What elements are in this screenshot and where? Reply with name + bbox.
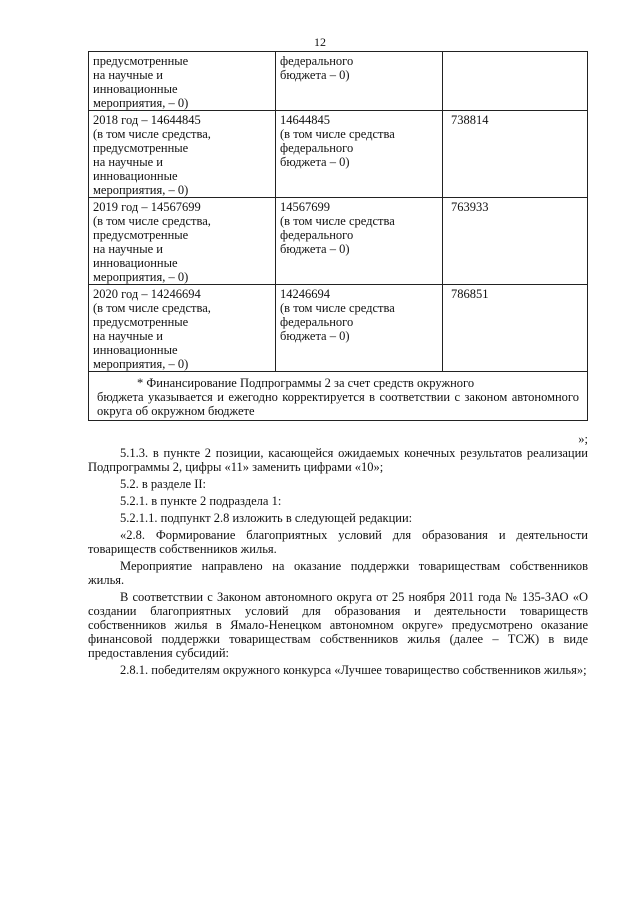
table-footnote-row [89,372,588,421]
paragraph-law: В соответствии с Законом автономного округа от 25 ноября 2011 года № 135-ЗАО «О создании благоприятных условий для образования и деятельности товариществ собственников жилья в Ямало-Ненецком автономном округе» предусмотрено оказание финансовой поддержки товариществам собственников жилья (далее – ТСЖ) в виде предоставления субсидий: [88,590,588,660]
cell-federal-budget [276,52,443,111]
table-row [89,52,588,111]
cell-district-budget: 786851 [443,285,588,372]
cell-text-line: на научные и [93,242,163,256]
cell-text-line: инновационные [93,343,178,357]
paragraph-measure: Мероприятие направлено на оказание поддержки товариществам собственников жилья. [88,559,588,587]
cell-text-line: инновационные [93,82,178,96]
footnote-first-line: * Финансирование Подпрограммы 2 за счет средств окружного [137,376,475,390]
paragraph-5-2-1-1: 5.2.1.1. подпункт 2.8 изложить в следующей редакции: [120,511,413,525]
paragraph-2-8: «2.8. Формирование благоприятных условий для образования и деятельности товариществ собственников жилья. [88,528,588,556]
cell-year-total [89,52,276,111]
cell-text-line: предусмотренные [93,228,189,242]
cell-text-line: бюджета – 0) [280,155,350,169]
cell-text-line: мероприятия, – 0) [93,183,189,197]
cell-text-line: 14644845 [280,113,330,127]
cell-year-total [89,111,276,198]
cell-text-line: инновационные [93,169,178,183]
cell-district-budget [443,52,588,111]
cell-text-line: (в том числе средства, [93,301,211,315]
cell-text-line: инновационные [93,256,178,270]
cell-district-budget: 763933 [443,198,588,285]
paragraph-5-2-1: 5.2.1. в пункте 2 подраздела 1: [120,494,282,508]
financing-table [88,51,588,421]
cell-federal-budget [276,285,443,372]
cell-text-line: (в том числе средства, [93,214,211,228]
cell-text-line: предусмотренные [93,54,189,68]
cell-year-total [89,285,276,372]
cell-text-line: (в том числе средства [280,301,395,315]
cell-text-line: предусмотренные [93,315,189,329]
cell-text-line: федерального [280,315,354,329]
cell-year-total [89,198,276,285]
cell-text-line: бюджета – 0) [280,329,350,343]
cell-text-line: федерального [280,141,354,155]
cell-text-line: 14246694 [280,287,330,301]
paragraph-5-1-3: 5.1.3. в пункте 2 позиции, касающейся ожидаемых конечных результатов реализации Подпрограммы 2, цифры «11» заменить цифрами «10»; [88,446,588,474]
cell-text-line: 2020 год – 14246694 [93,287,201,301]
cell-text-line: бюджета – 0) [280,68,350,82]
page-number: 12 [314,35,326,49]
financing-table-body [89,52,588,421]
cell-text-line: 14567699 [280,200,330,214]
cell-text-line: на научные и [93,329,163,343]
cell-text-line: федерального [280,54,354,68]
cell-text-line: на научные и [93,155,163,169]
cell-federal-budget [276,198,443,285]
table-footnote [89,372,588,421]
table-row [89,285,588,372]
cell-text-line: (в том числе средства [280,214,395,228]
cell-text-line: предусмотренные [93,141,189,155]
cell-text-line: бюджета – 0) [280,242,350,256]
paragraph-5-2: 5.2. в разделе II: [120,477,207,491]
document-body [88,432,588,677]
cell-text-line: 2018 год – 14644845 [93,113,201,127]
cell-text-line: 2019 год – 14567699 [93,200,201,214]
cell-text-line: (в том числе средства [280,127,395,141]
table-row [89,111,588,198]
table-row [89,198,588,285]
cell-text-line: мероприятия, – 0) [93,270,189,284]
cell-text-line: на научные и [93,68,163,82]
cell-text-line: мероприятия, – 0) [93,357,189,371]
paragraph-2-8-1: 2.8.1. победителям окружного конкурса «Лучшее товарищество собственников жилья»; [120,663,587,677]
cell-text-line: федерального [280,228,354,242]
cell-district-budget: 738814 [443,111,588,198]
cell-text-line: (в том числе средства, [93,127,211,141]
quote-closing: »; [578,432,588,446]
cell-federal-budget [276,111,443,198]
footnote-rest: бюджета указывается и ежегодно корректируется в соответствии с законом автономного округа об окружном бюджете [97,390,579,418]
cell-text-line: мероприятия, – 0) [93,96,189,110]
